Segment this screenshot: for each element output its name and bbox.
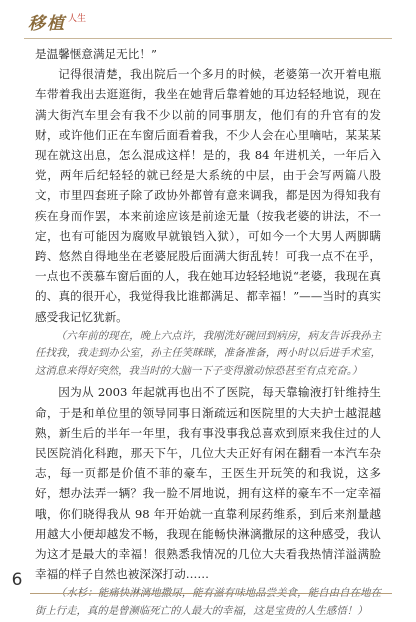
annotation-note: （六年前的现在，晚上六点许，我刚洗好碗回到病房，病友告诉我孙主任找我，我走到办公室，孙主任笑眯眯，准备准备，两小时以后进手术室，这消息来得好突然，我当时的大脑一下子变得激动惊恐甚至有点充奋。） (35, 329, 381, 377)
annotation-note: （水杉：能痛快淋漓地撒尿，能有滋有味地品尝美食，能自由自在地在街上行走，真的是曾濒临死亡的人最大的幸福，这是宝贵的人生感悟！） (35, 587, 381, 617)
page-number: 6 (11, 570, 23, 590)
paragraph: 记得很清楚，我出院后一个多月的时候，老婆第一次开着电瓶车带着我出去逛逛街，我坐在她背后靠着她的耳边轻轻地说，现在满大街汽车里会有我不少以前的同事朋友，他们有的升官有的发财，或许他们正在车窗后面看着我，不少人会在心里嘀咕，某某某现在就这出息，怎么混成这样！是的，我 84 年进机关，一年后入党，两年后纪轻轻的就已经是大系统的中层，由于会写两篇八股文，市里四套班子除了政协外都曾有意来调我，都是因为得知我有疾在身而作罢，本来前途应该是前途无量（按我老婆的讲法，不一定，也有可能因为腐败早就锒铛入狱），可如今一个大男人两脚瞒跨、悠然自得地坐在老婆屁股后面满大街乱转！可我一点不在乎，一点也不羡慕车窗后面的人，我在她耳边轻轻地说“老婆，我现在真的、真的很开心，我觉得我比谁都满足、都幸福！”——当时的真实感受我记忆犹新。 (35, 67, 381, 324)
page-header (28, 10, 86, 34)
header-divider (24, 38, 392, 39)
paragraph: 是温馨惬意满足无比！” (35, 47, 157, 61)
footer-divider (30, 593, 392, 594)
paragraph: 因为从 2003 年起就再也出不了医院，每天靠输液打针维持生命，于是和单位里的领导同事日渐疏远和医院里的大夫护士越混越熟，新生后的半年一年里，我有事没事我总喜欢到原来我住过的人民医院消化科跑，那天下午，几位大夫正好有闲在翻看一本汽车杂志，每一页都是价值不菲的豪车，王医生开玩笑的和我说，这多好，想办法弄一辆？我一脸不屑地说，拥有这样的豪车不一定幸福哦，你们晓得我从 98 年开始就一直靠利尿药维系，到后来剂量越用越大小便却越发不畅，我现在能畅快淋漓撒尿的这种感受，我认为这才是最大的幸福！很熟悉我情况的几位大夫看我热情洋溢满脸幸福的样子自然也被深深打动…… (35, 385, 381, 582)
header-title: 移植 (28, 14, 66, 34)
header-subtitle: 人生 (68, 14, 87, 24)
page-content (35, 44, 381, 622)
